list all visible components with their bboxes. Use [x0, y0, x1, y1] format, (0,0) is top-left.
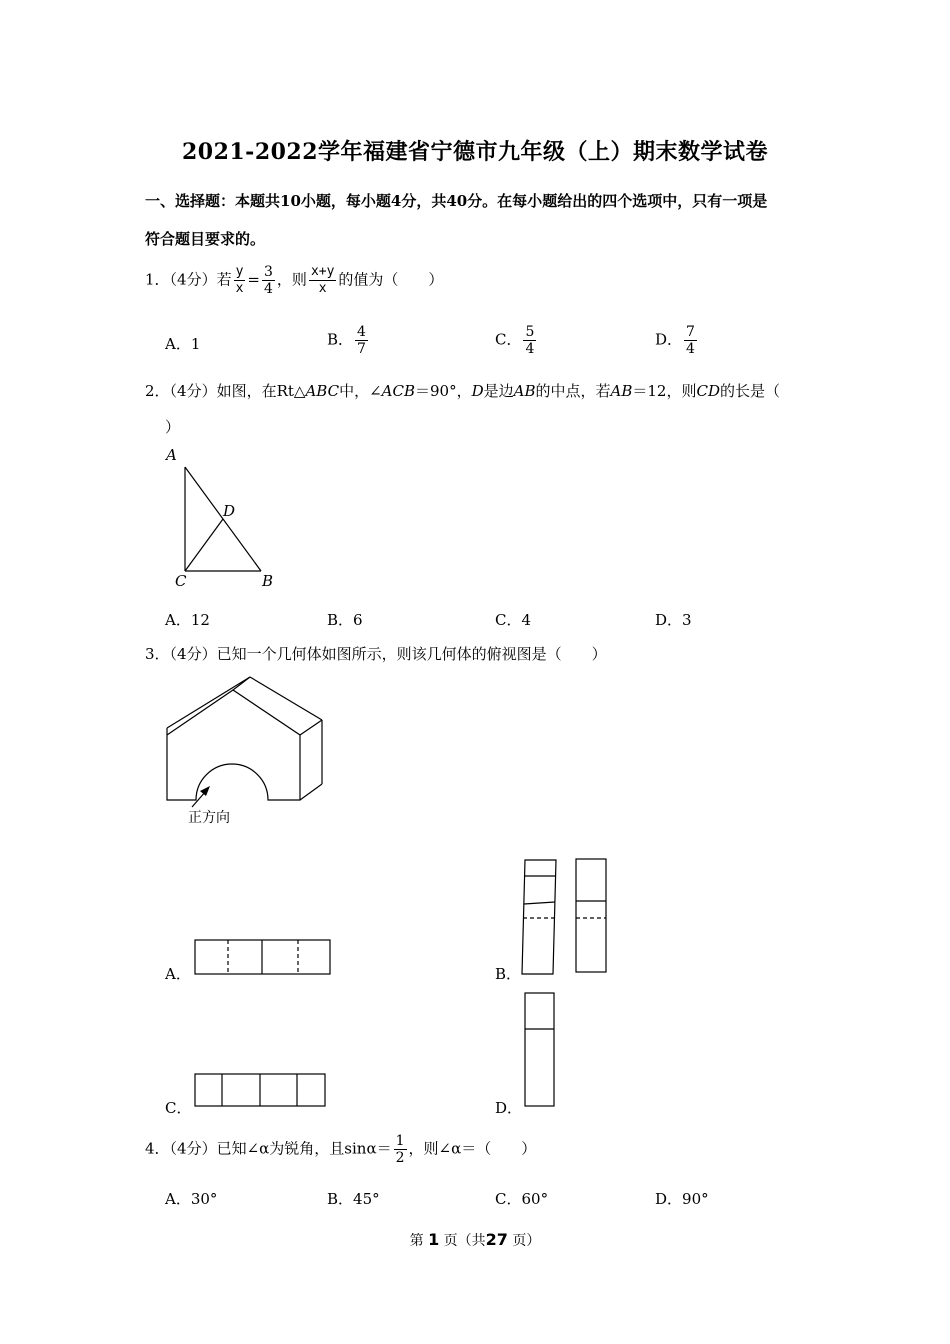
q2-option-a: A．12 — [165, 611, 210, 629]
vertex-label-d: D — [223, 502, 236, 520]
section-heading-line2: 符合题目要求的。 — [145, 230, 266, 248]
question-4: 4．（4分）已知∠α为锐角，且sinα＝ $\frac{1}{2}$ ，则∠α＝（ ） — [145, 1133, 537, 1166]
question-2: 2．（4分）如图，在Rt△ABC中，∠ACB＝90°，D是边AB的中点，若AB＝12，则CD的长是（ — [145, 382, 780, 400]
q4-option-d: D．90° — [655, 1190, 709, 1208]
q1-option-c: C． $\frac{5}{4}$ — [495, 324, 535, 357]
page-title: 2021-2022学年福建省宁德市九年级（上）期末数学试卷 — [181, 139, 769, 165]
section-heading-line1: 一、选择题：本题共10小题，每小题4分，共40分。在每小题给出的四个选项中，只有一项是 — [145, 192, 768, 210]
q1-number: 1．（4分）若 — [145, 270, 232, 289]
vertex-label-a: A — [166, 446, 177, 464]
option-d-figure — [525, 993, 554, 1106]
q3-option-d-label: D． — [495, 1099, 523, 1117]
q3-option-b-label: B． — [495, 965, 522, 983]
option-a-figure — [195, 940, 330, 974]
option-c-figure — [195, 1074, 325, 1106]
arrow-label: 正方向 — [188, 810, 230, 826]
question-3: 3．（4分）已知一个几何体如图所示，则该几何体的俯视图是（ ） — [145, 645, 607, 663]
total-pages: 27 — [485, 1230, 508, 1249]
option-b-figure — [522, 859, 606, 974]
q4-option-a: A．30° — [165, 1190, 218, 1208]
question-2-line2: ） — [165, 418, 181, 436]
q1-fraction-y-over-x: $\frac{y}{x}$ — [235, 264, 244, 296]
q4-option-c: C．60° — [495, 1190, 549, 1208]
q1-option-b: B． $\frac{4}{7}$ — [327, 324, 366, 357]
q1-option-d: D． $\frac{7}{4}$ — [655, 324, 695, 357]
vertex-label-b: B — [262, 572, 274, 590]
q1-fraction-3-over-4: $\frac{3}{4}$ — [264, 264, 273, 297]
q2-option-b: B．6 — [327, 611, 363, 629]
q2-option-c: C．4 — [495, 611, 532, 629]
q1-fraction-xy-over-x: $\frac{x+y}{x}$ — [310, 264, 335, 296]
question-1: 1．（4分）若 $\frac{y}{x}$ = $\frac{3}{4}$ ，则 $\frac{x+y}{x}$ 的值为（ ） — [145, 264, 444, 297]
page-footer: 第 1 页（共27 页） — [409, 1230, 541, 1249]
q3-option-a-label: A． — [165, 965, 191, 983]
current-page-number: 1 — [428, 1230, 440, 1249]
q4-option-b: B．45° — [327, 1190, 380, 1208]
q2-option-d: D．3 — [655, 611, 692, 629]
q1-option-a: A．1 — [165, 335, 201, 353]
q3-option-c-label: C． — [165, 1099, 192, 1117]
vertex-label-c: C — [175, 572, 187, 590]
